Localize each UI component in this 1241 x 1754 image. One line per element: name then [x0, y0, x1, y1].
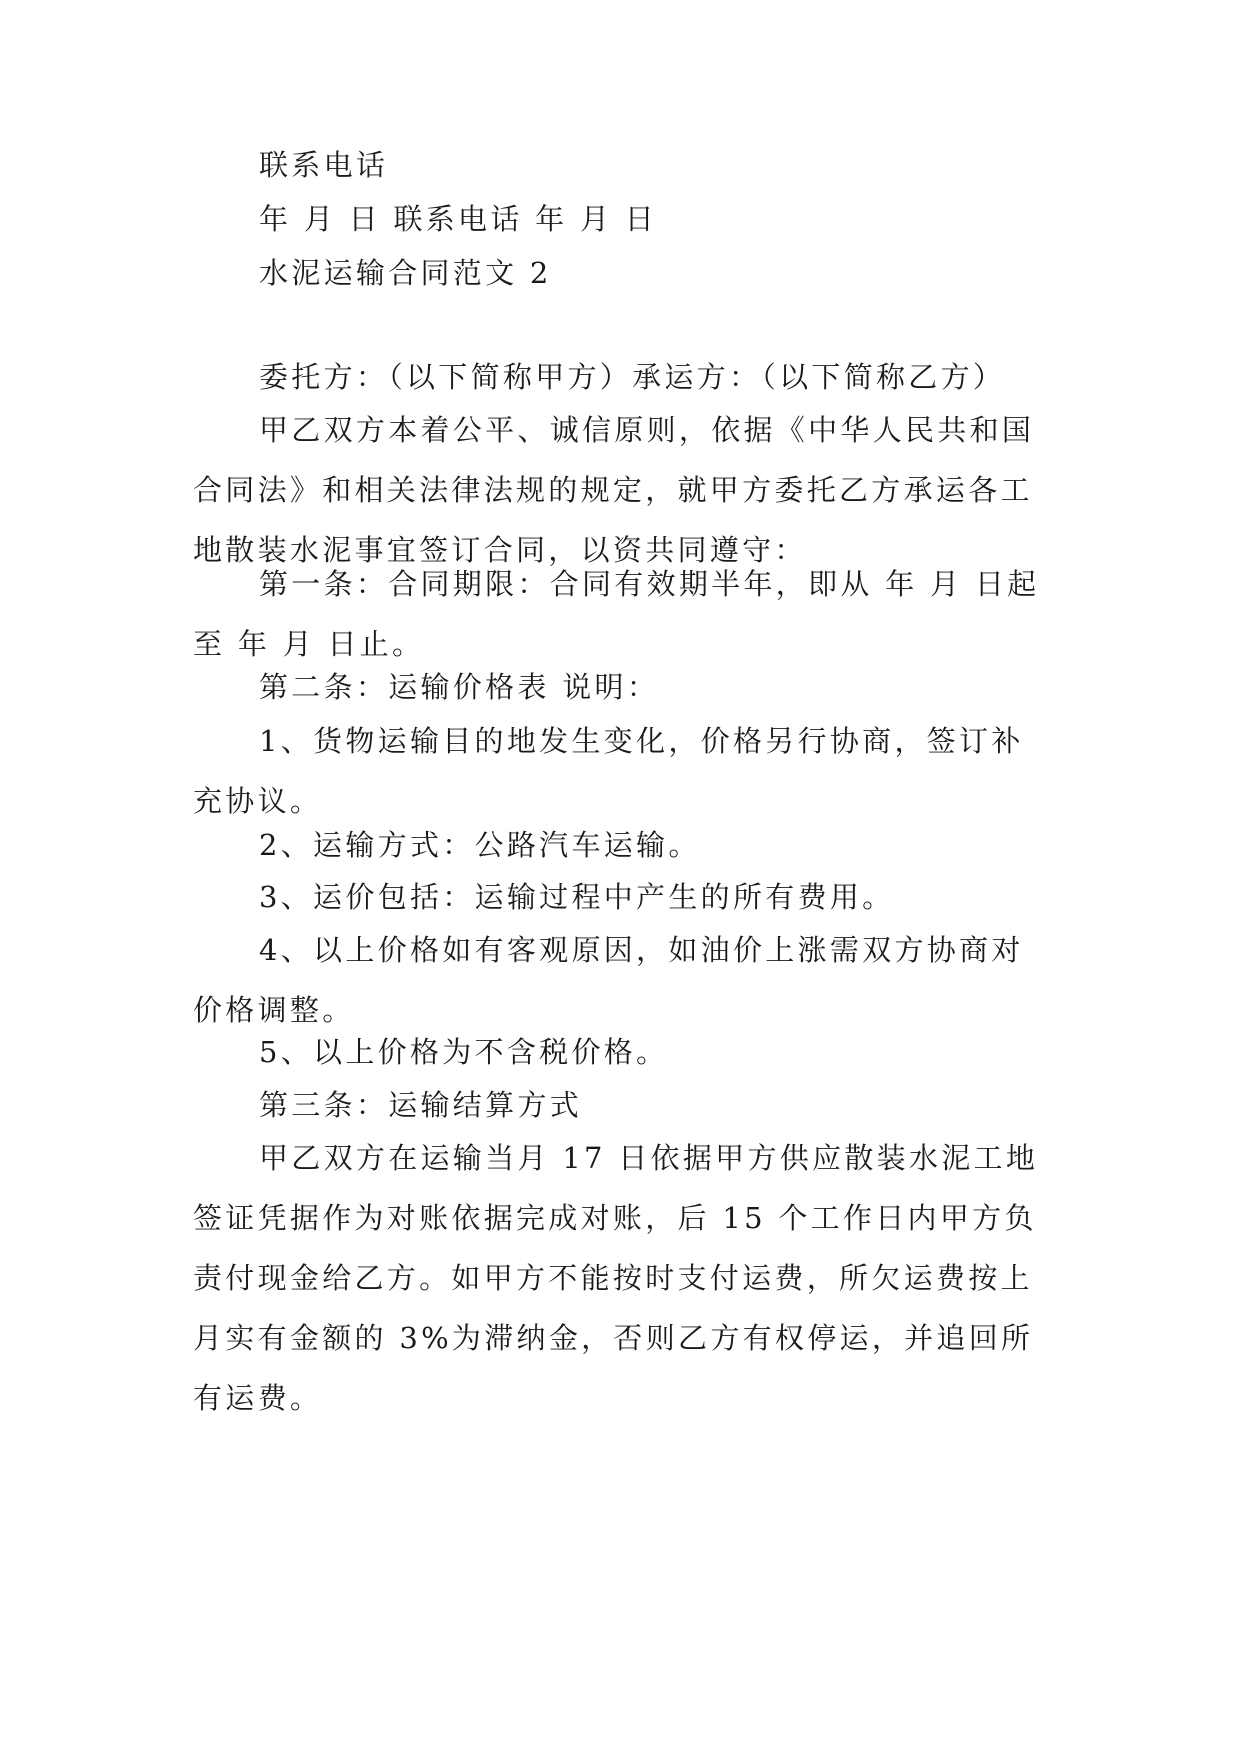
contract-title: 水泥运输合同范文 2 — [259, 256, 552, 290]
note-item-2: 2、运输方式：公路汽车运输。 — [259, 828, 701, 862]
preamble-paragraph: 甲乙双方本着公平、诚信原则，依据《中华人民共和国合同法》和相关法律法规的规定，就甲方委托乙方承运各工地散装水泥事宜签订合同，以资共同遵守： — [193, 413, 1035, 567]
date-contact-line: 年 月 日 联系电话 年 月 日 — [259, 202, 658, 236]
note-item-4: 4、以上价格如有客观原因，如油价上涨需双方协商对价格调整。 — [193, 933, 1024, 1027]
note-item-5: 5、以上价格为不含税价格。 — [259, 1035, 669, 1069]
article-three-heading: 第三条：运输结算方式 — [259, 1088, 583, 1122]
article-three-paragraph: 甲乙双方在运输当月 17 日依据甲方供应散装水泥工地签证凭据作为对账依据完成对账，后 15 个工作日内甲方负责付现金给乙方。如甲方不能按时支付运费，所欠运费按上月实有金额的 3%为滞纳金，否则乙方有权停运，并追回所有运费。 — [193, 1141, 1039, 1415]
parties-line: 委托方：（以下简称甲方）承运方：（以下简称乙方） — [259, 360, 1006, 394]
note-item-3: 3、运价包括：运输过程中产生的所有费用。 — [259, 880, 895, 914]
note-item-1: 1、货物运输目的地发生变化，价格另行协商，签订补充协议。 — [193, 724, 1024, 818]
article-one-paragraph: 第一条：合同期限：合同有效期半年，即从 年 月 日起至 年 月 日止。 — [193, 567, 1040, 661]
contact-phone-line: 联系电话 — [259, 148, 389, 182]
article-two-heading: 第二条：运输价格表 说明： — [259, 670, 660, 704]
